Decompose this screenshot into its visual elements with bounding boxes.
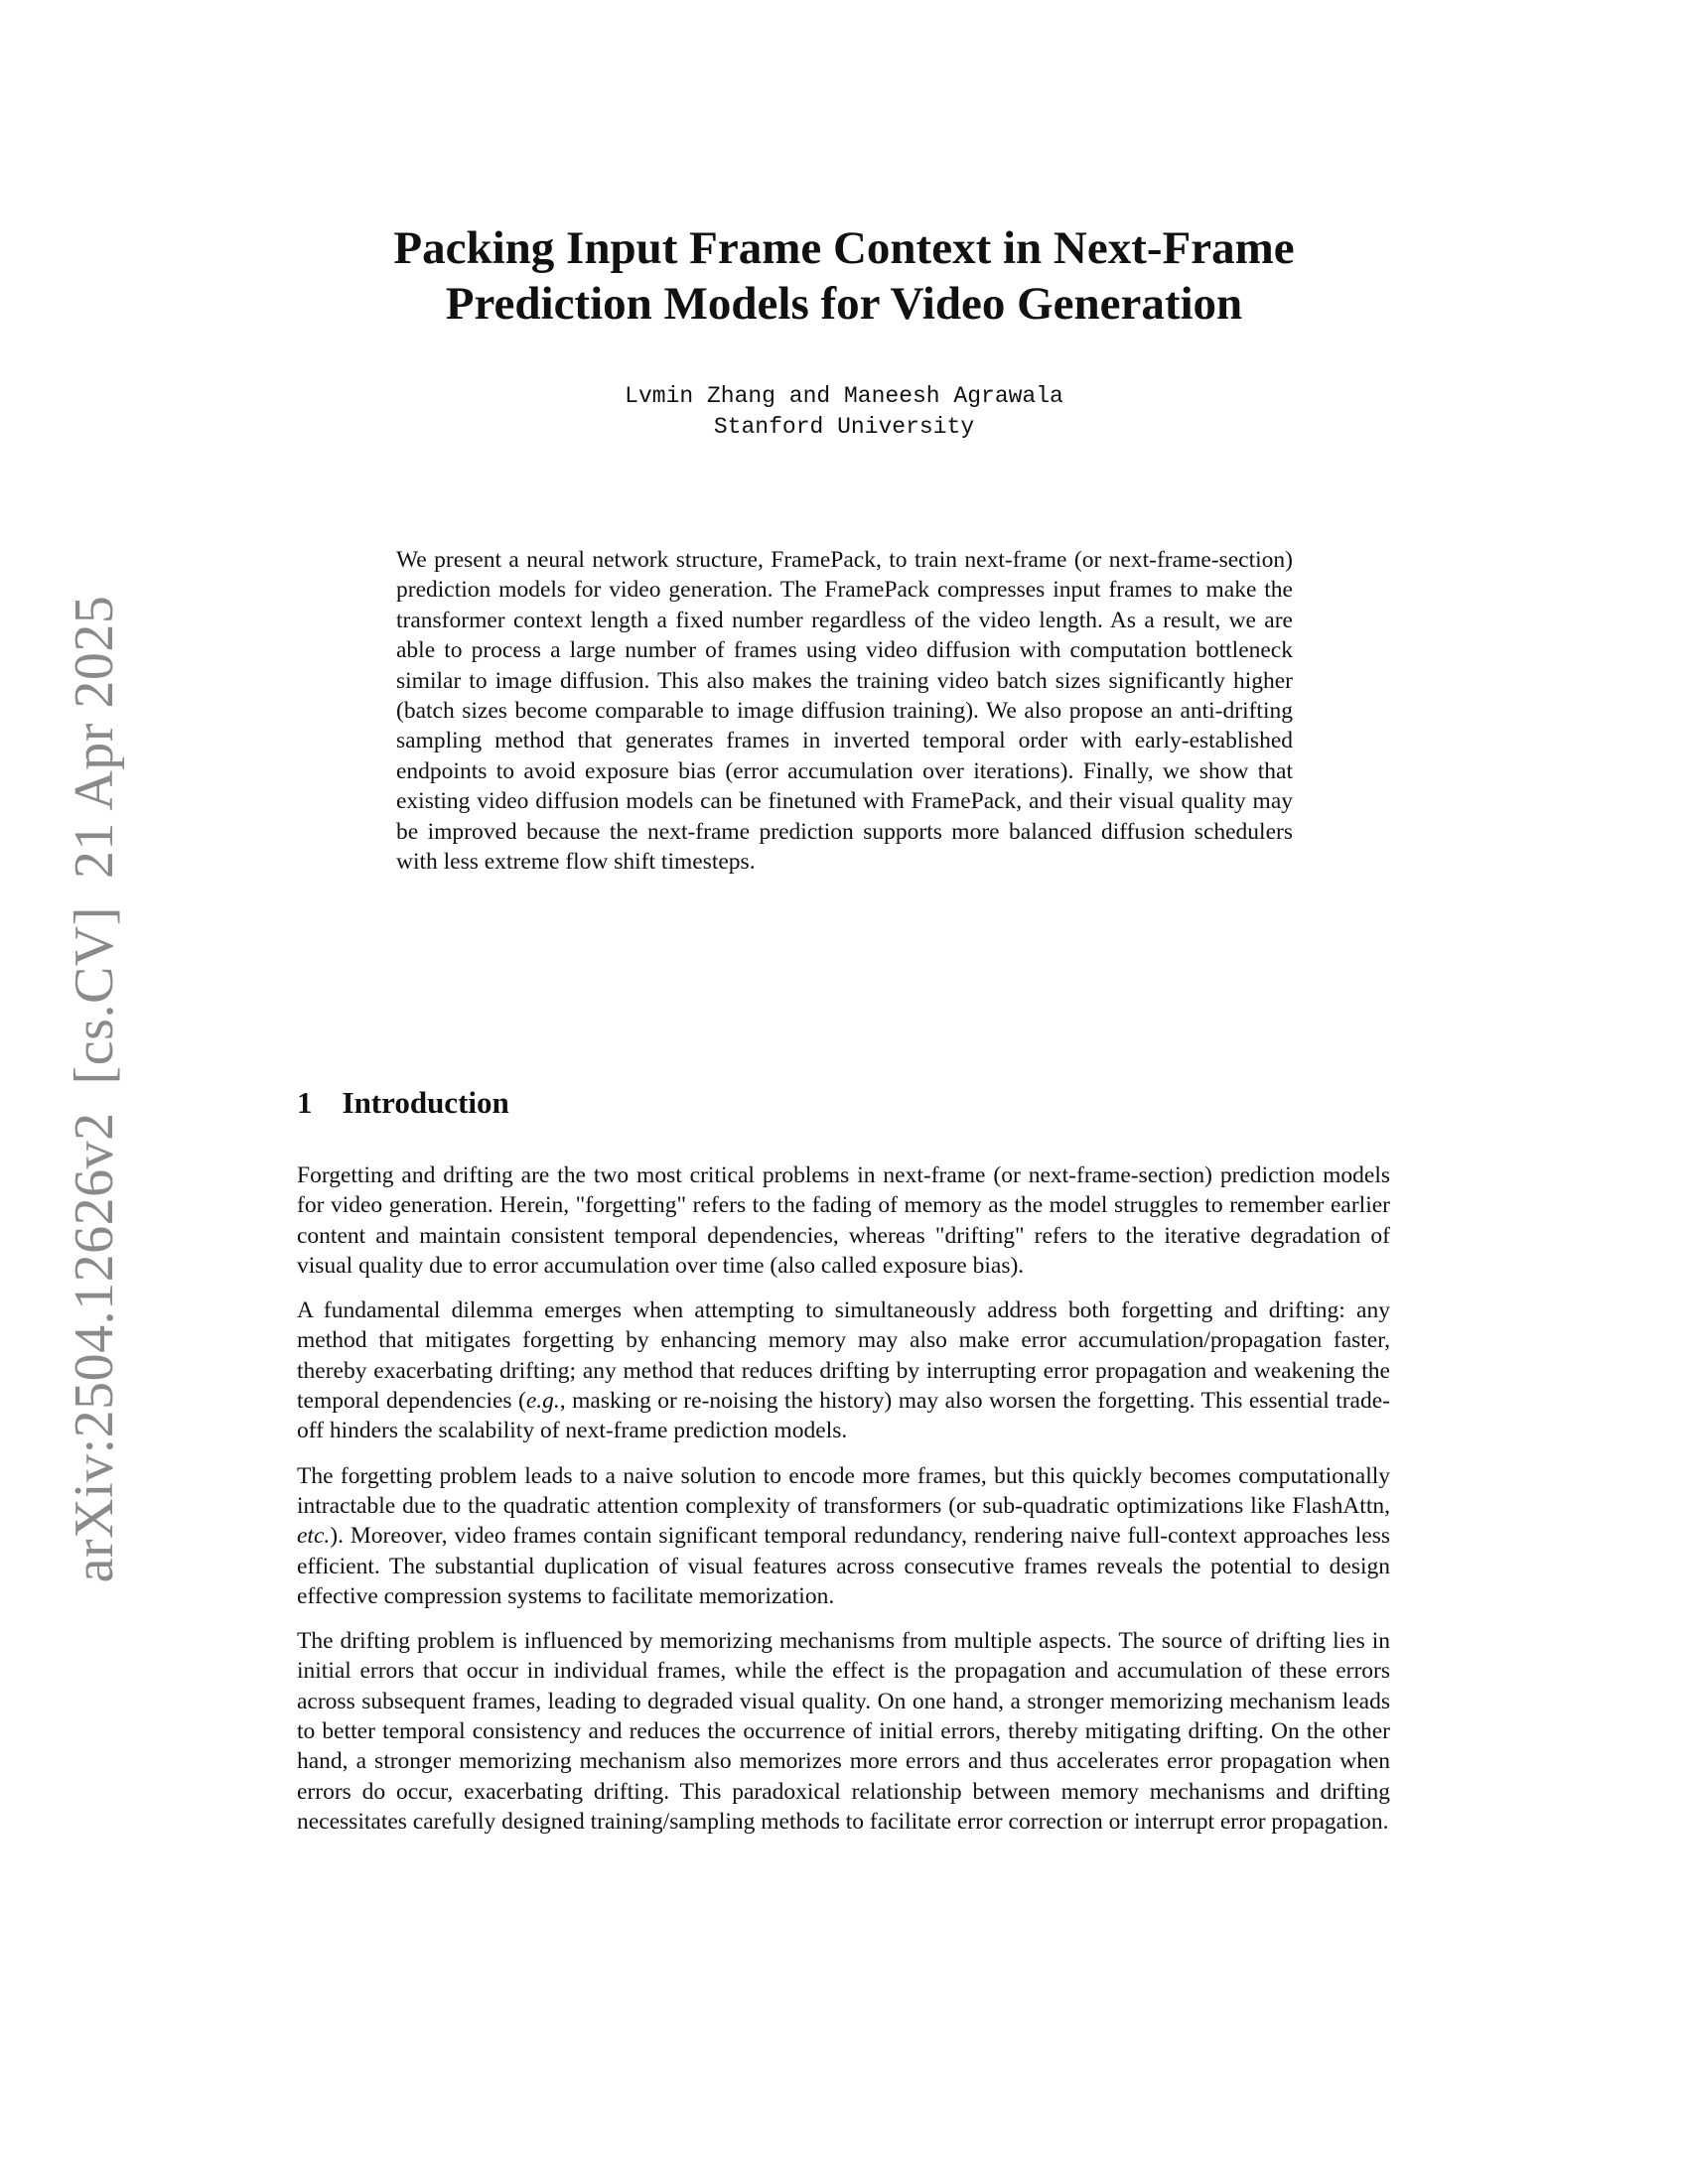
- paragraph-3-part-b: ). Moreover, video frames contain significant temporal redundancy, rendering naive full-context approaches less efficient. The substantial duplication of visual features across consecutive frames reveals the potential to design effective compression systems to facilitate memorization.: [297, 1523, 1390, 1609]
- paragraph-3-part-a: The forgetting problem leads to a naive solution to encode more frames, but this quickly becomes computationally intractable due to the quadratic attention complexity of transformers (or sub-quadratic optimizations like FlashAttn,: [297, 1462, 1390, 1519]
- arxiv-category: [cs.CV]: [64, 906, 125, 1085]
- title-line-1: Packing Input Frame Context in Next-Frame: [393, 222, 1295, 274]
- arxiv-date: 21 Apr 2025: [64, 595, 125, 880]
- paragraph-2: [297, 1296, 1390, 1445]
- section-heading-introduction: [297, 1085, 509, 1121]
- paper-title: [0, 220, 1688, 332]
- paragraph-3: [297, 1461, 1390, 1611]
- arxiv-identifier-stamp: [63, 568, 126, 1583]
- introduction-body: [297, 1160, 1390, 1851]
- author-block: [0, 381, 1688, 443]
- paragraph-4: The drifting problem is influenced by memorizing mechanisms from multiple aspects. The source of drifting lies in initial errors that occur in individual frames, while the effect is the propagation and accumulation of these errors across subsequent frames, leading to degraded visual quality. On one hand, a stronger memorizing mechanism leads to better temporal consistency and reduces the occurrence of initial errors, thereby mitigating drifting. On the other hand, a stronger memorizing mechanism also memorizes more errors and thus accelerates error propagation when errors do occur, exacerbating drifting. This paradoxical relationship between memory mechanisms and drifting necessitates carefully designed training/sampling methods to facilitate error correction or interrupt error propagation.: [297, 1628, 1390, 1835]
- author-affiliation: Stanford University: [713, 414, 975, 440]
- paragraph-2-part-a: A fundamental dilemma emerges when attempting to simultaneously address both forgetting and drifting: any method that mitigates forgetting by enhancing memory may also make error accumulation/propagation faster, thereby exacerbating drifting; any method that reduces drifting by interrupting error propagation and weakening the temporal dependencies (: [297, 1297, 1390, 1415]
- abstract: We present a neural network structure, FramePack, to train next-frame (or next-frame-section) prediction models for video generation. The FramePack compresses input frames to make the transformer context length a fixed number regardless of the video length. As a result, we are able to process a large number of frames using video diffusion with computation bottleneck similar to image diffusion. This also makes the training video batch sizes significantly higher (batch sizes become comparable to image diffusion training). We also propose an anti-drifting sampling method that generates frames in inverted temporal order with early-established endpoints to avoid exposure bias (error accumulation over iterations). Finally, we show that existing video diffusion models can be finetuned with FramePack, and their visual quality may be improved because the next-frame prediction supports more balanced diffusion schedulers with less extreme flow shift timesteps.: [396, 547, 1293, 876]
- author-names: Lvmin Zhang and Maneesh Agrawala: [625, 383, 1063, 409]
- arxiv-id: arXiv:2504.12626v2: [64, 1112, 125, 1583]
- paragraph-2-part-b: , masking or re-noising the history) may also worsen the forgetting. This essential trade-off hinders the scalability of next-frame prediction models.: [297, 1388, 1390, 1444]
- paragraph-3-emphasis: etc.: [297, 1523, 331, 1550]
- paragraph-1: Forgetting and drifting are the two most critical problems in next-frame (or next-frame-section) prediction models for video generation. Herein, "forgetting" refers to the fading of memory as the model struggles to remember earlier content and maintain consistent temporal dependencies, whereas "drifting" refers to the iterative degradation of visual quality due to error accumulation over time (also called exposure bias).: [297, 1162, 1390, 1279]
- paragraph-2-emphasis: e.g.: [525, 1388, 560, 1415]
- title-line-2: Prediction Models for Video Generation: [445, 278, 1243, 330]
- section-number: 1: [297, 1085, 313, 1120]
- section-title: Introduction: [342, 1085, 509, 1120]
